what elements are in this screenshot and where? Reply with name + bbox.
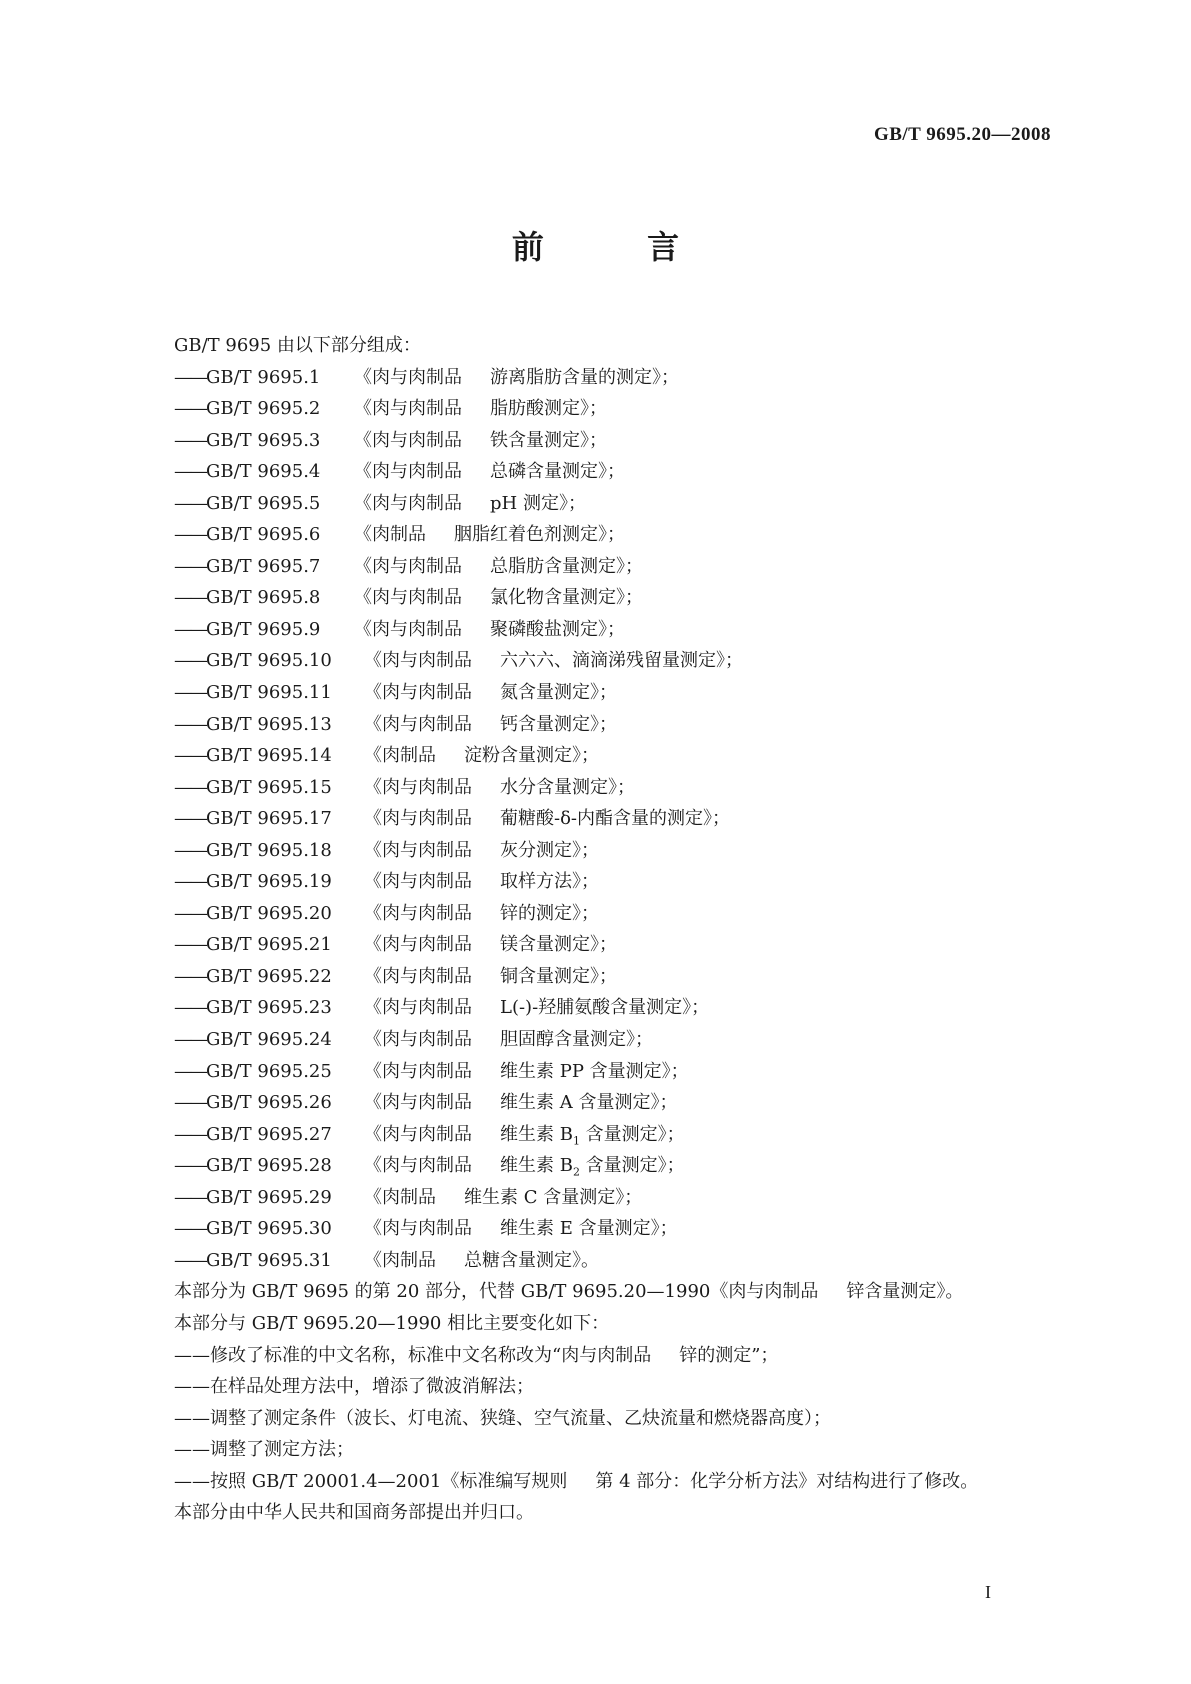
part-name-prefix: 《肉与肉制品 <box>364 1092 472 1114</box>
change-item <box>174 1466 1074 1498</box>
part-name-suffix: 总脂肪含量测定》； <box>490 555 643 577</box>
part-name-suffix: 总磷含量测定》； <box>490 461 625 483</box>
standard-code-header: GB/T 9695.20—2008 <box>873 124 1051 145</box>
item-dash: —— <box>174 461 206 483</box>
item-dash: —— <box>174 618 206 640</box>
item-dash: —— <box>174 524 206 546</box>
part-code: GB/T 9695.15 <box>206 776 332 798</box>
part-code: GB/T 9695.14 <box>206 745 332 767</box>
part-name-prefix: 《肉与肉制品 <box>364 682 472 704</box>
part-list-item <box>174 1024 1074 1056</box>
part-code: GB/T 9695.19 <box>206 871 332 893</box>
item-dash: —— <box>174 1029 206 1051</box>
part-name-suffix: 灰分测定》； <box>500 839 599 861</box>
part-code: GB/T 9695.8 <box>206 587 321 609</box>
item-dash: —— <box>174 1092 206 1114</box>
part-list-item <box>174 677 1074 709</box>
part-name-tail: 含量测定》； <box>579 1155 685 1177</box>
part-code: GB/T 9695.24 <box>206 1029 332 1051</box>
part-name-prefix: 《肉制品 <box>364 1186 436 1208</box>
part-list-item <box>174 1182 1074 1214</box>
part-name-suffix: 维生素 E 含量测定》； <box>500 1218 678 1240</box>
part-code: GB/T 9695.4 <box>206 461 321 483</box>
part-code: GB/T 9695.30 <box>206 1218 332 1240</box>
part-name-prefix: 《肉与肉制品 <box>364 808 472 830</box>
item-dash: —— <box>174 745 206 767</box>
part-code: GB/T 9695.3 <box>206 429 321 451</box>
item-dash: —— <box>174 839 206 861</box>
part-list-item <box>174 645 1074 677</box>
part-name-prefix: 《肉与肉制品 <box>364 1029 472 1051</box>
item-dash: —— <box>174 934 206 956</box>
part-name-prefix: 《肉与肉制品 <box>364 965 472 987</box>
change-item <box>174 1403 1074 1435</box>
part-list-item <box>174 835 1074 867</box>
part-list-item <box>174 1087 1074 1119</box>
part-list-item <box>174 929 1074 961</box>
changes-intro: 本部分与 GB/T 9695.20—1990 相比主要变化如下： <box>174 1312 610 1334</box>
part-name-prefix: 《肉与肉制品 <box>354 461 462 483</box>
part-name-suffix: pH 测定》； <box>490 492 586 514</box>
item-dash: —— <box>174 366 206 388</box>
part-name-suffix: 镁含量测定》； <box>500 934 617 956</box>
item-dash: —— <box>174 1155 206 1177</box>
part-code: GB/T 9695.11 <box>206 682 332 704</box>
item-dash: —— <box>174 871 206 893</box>
part-name-prefix: 《肉与肉制品 <box>364 776 472 798</box>
part-list-item <box>174 866 1074 898</box>
part-code: GB/T 9695.13 <box>206 713 332 735</box>
change-item <box>174 1434 1074 1466</box>
page-title: 前 言 <box>511 228 726 266</box>
item-dash: —— <box>174 492 206 514</box>
part-name-suffix: 脂肪酸测定》； <box>490 398 607 420</box>
part-name-prefix: 《肉与肉制品 <box>364 871 472 893</box>
item-dash: —— <box>174 997 206 1019</box>
replaces-line <box>174 1276 1074 1308</box>
change-text: ——按照 GB/T 20001.4—2001《标准编写规则 <box>174 1470 568 1492</box>
item-dash: —— <box>174 776 206 798</box>
part-list-item <box>174 456 1074 488</box>
part-name-suffix: 铁含量测定》； <box>490 429 607 451</box>
part-code: GB/T 9695.6 <box>206 524 321 546</box>
part-list-item <box>174 961 1074 993</box>
part-name-suffix: 水分含量测定》； <box>500 776 635 798</box>
part-list-item <box>174 488 1074 520</box>
part-name-suffix: 聚磷酸盐测定》； <box>490 618 625 640</box>
part-name-suffix: 铜含量测定》； <box>500 965 617 987</box>
part-name-suffix: 氯化物含量测定》； <box>490 587 643 609</box>
part-name-suffix: 钙含量测定》； <box>500 713 617 735</box>
part-name-prefix: 《肉与肉制品 <box>354 429 462 451</box>
part-name-prefix: 《肉与肉制品 <box>364 902 472 924</box>
part-name-suffix: 葡糖酸-δ-内酯含量的测定》； <box>500 808 730 830</box>
part-name-subscript: 1 <box>572 1134 580 1148</box>
part-code: GB/T 9695.29 <box>206 1186 332 1208</box>
part-code: GB/T 9695.5 <box>206 492 321 514</box>
part-code: GB/T 9695.28 <box>206 1155 332 1177</box>
part-name-suffix: 维生素 A 含量测定》； <box>500 1092 678 1114</box>
part-list-item <box>174 898 1074 930</box>
part-list-item <box>174 1056 1074 1088</box>
part-name-prefix: 《肉与肉制品 <box>364 997 472 1019</box>
part-name-prefix: 《肉与肉制品 <box>354 555 462 577</box>
part-name-suffix: 维生素 PP 含量测定》； <box>500 1060 689 1082</box>
part-name-suffix: 锌的测定》； <box>500 902 599 924</box>
part-code: GB/T 9695.7 <box>206 555 321 577</box>
part-code: GB/T 9695.23 <box>206 997 332 1019</box>
item-dash: —— <box>174 429 206 451</box>
part-code: GB/T 9695.25 <box>206 1060 332 1082</box>
page-number: I <box>985 1582 991 1602</box>
part-name-suffix: 氮含量测定》； <box>500 682 617 704</box>
change-text: ——在样品处理方法中，增添了微波消解法； <box>174 1376 534 1398</box>
part-name-suffix: 淀粉含量测定》； <box>464 745 599 767</box>
part-name-suffix: 维生素 B <box>500 1123 573 1145</box>
part-list-item <box>174 362 1074 394</box>
part-list-item <box>174 1119 1074 1151</box>
item-dash: —— <box>174 1123 206 1145</box>
item-dash: —— <box>174 1218 206 1240</box>
part-list-item <box>174 1213 1074 1245</box>
part-name-suffix: 维生素 C 含量测定》； <box>464 1186 643 1208</box>
part-name-suffix: 游离脂肪含量的测定》； <box>490 366 679 388</box>
part-name-prefix: 《肉与肉制品 <box>364 839 472 861</box>
replaces-text-a: 本部分为 GB/T 9695 的第 20 部分，代替 GB/T 9695.20—1990《肉与肉制品 <box>174 1281 819 1303</box>
part-list-item <box>174 740 1074 772</box>
replaces-text-b: 锌含量测定》。 <box>846 1281 964 1303</box>
part-name-prefix: 《肉与肉制品 <box>364 1123 472 1145</box>
change-text: ——调整了测定方法； <box>174 1439 354 1461</box>
item-dash: —— <box>174 398 206 420</box>
part-code: GB/T 9695.10 <box>206 650 332 672</box>
item-dash: —— <box>174 650 206 672</box>
changes-list <box>174 1340 1074 1498</box>
part-name-suffix: 总糖含量测定》。 <box>464 1249 599 1271</box>
part-name-prefix: 《肉制品 <box>364 1249 436 1271</box>
item-dash: —— <box>174 965 206 987</box>
change-text-tail: 锌的测定”； <box>679 1344 779 1366</box>
item-dash: —— <box>174 1060 206 1082</box>
part-name-prefix: 《肉制品 <box>364 745 436 767</box>
part-list-item <box>174 709 1074 741</box>
change-item <box>174 1340 1074 1372</box>
intro-line: GB/T 9695 由以下部分组成： <box>174 335 421 356</box>
part-list-item <box>174 1245 1074 1277</box>
part-name-suffix: 维生素 B <box>500 1155 573 1177</box>
part-code: GB/T 9695.27 <box>206 1123 332 1145</box>
part-name-prefix: 《肉制品 <box>354 524 426 546</box>
change-text-tail: 第 4 部分：化学分析方法》对结构进行了修改。 <box>595 1470 979 1492</box>
part-list-item <box>174 1150 1074 1182</box>
item-dash: —— <box>174 1186 206 1208</box>
part-code: GB/T 9695.26 <box>206 1092 332 1114</box>
part-code: GB/T 9695.18 <box>206 839 332 861</box>
proposed-by-line: 本部分由中华人民共和国商务部提出并归口。 <box>174 1502 534 1524</box>
part-code: GB/T 9695.9 <box>206 618 321 640</box>
item-dash: —— <box>174 555 206 577</box>
part-name-prefix: 《肉与肉制品 <box>354 587 462 609</box>
foreword-body <box>174 330 1074 1529</box>
change-text: ——调整了测定条件（波长、灯电流、狭缝、空气流量、乙炔流量和燃烧器高度）； <box>174 1407 831 1429</box>
part-name-suffix: 取样方法》； <box>500 871 599 893</box>
part-name-suffix: 胆固醇含量测定》； <box>500 1029 653 1051</box>
part-list-item <box>174 393 1074 425</box>
item-dash: —— <box>174 1249 206 1271</box>
part-list-item <box>174 551 1074 583</box>
part-name-prefix: 《肉与肉制品 <box>364 650 472 672</box>
item-dash: —— <box>174 808 206 830</box>
part-name-subscript: 2 <box>572 1165 580 1179</box>
part-list-item <box>174 582 1074 614</box>
part-code: GB/T 9695.31 <box>206 1249 332 1271</box>
part-list-item <box>174 614 1074 646</box>
change-text: ——修改了标准的中文名称，标准中文名称改为“肉与肉制品 <box>174 1344 652 1366</box>
part-list-item <box>174 425 1074 457</box>
part-list-item <box>174 772 1074 804</box>
parts-list <box>174 362 1074 1277</box>
part-code: GB/T 9695.22 <box>206 965 332 987</box>
part-list-item <box>174 803 1074 835</box>
part-name-suffix: L(-)-羟脯氨酸含量测定》； <box>500 997 710 1019</box>
change-item <box>174 1371 1074 1403</box>
part-code: GB/T 9695.21 <box>206 934 332 956</box>
part-name-prefix: 《肉与肉制品 <box>354 618 462 640</box>
item-dash: —— <box>174 587 206 609</box>
part-name-prefix: 《肉与肉制品 <box>354 398 462 420</box>
part-name-suffix: 六六六、滴滴涕残留量测定》； <box>500 650 743 672</box>
item-dash: —— <box>174 682 206 704</box>
part-name-prefix: 《肉与肉制品 <box>354 366 462 388</box>
part-name-tail: 含量测定》； <box>579 1123 685 1145</box>
part-name-prefix: 《肉与肉制品 <box>364 1060 472 1082</box>
part-code: GB/T 9695.20 <box>206 902 332 924</box>
part-code: GB/T 9695.17 <box>206 808 332 830</box>
item-dash: —— <box>174 902 206 924</box>
part-name-prefix: 《肉与肉制品 <box>354 492 462 514</box>
part-name-prefix: 《肉与肉制品 <box>364 934 472 956</box>
item-dash: —— <box>174 713 206 735</box>
part-name-suffix: 胭脂红着色剂测定》； <box>454 524 625 546</box>
part-code: GB/T 9695.2 <box>206 398 321 420</box>
part-name-prefix: 《肉与肉制品 <box>364 1155 472 1177</box>
part-name-prefix: 《肉与肉制品 <box>364 1218 472 1240</box>
part-list-item <box>174 519 1074 551</box>
part-code: GB/T 9695.1 <box>206 366 321 388</box>
part-name-prefix: 《肉与肉制品 <box>364 713 472 735</box>
part-list-item <box>174 992 1074 1024</box>
